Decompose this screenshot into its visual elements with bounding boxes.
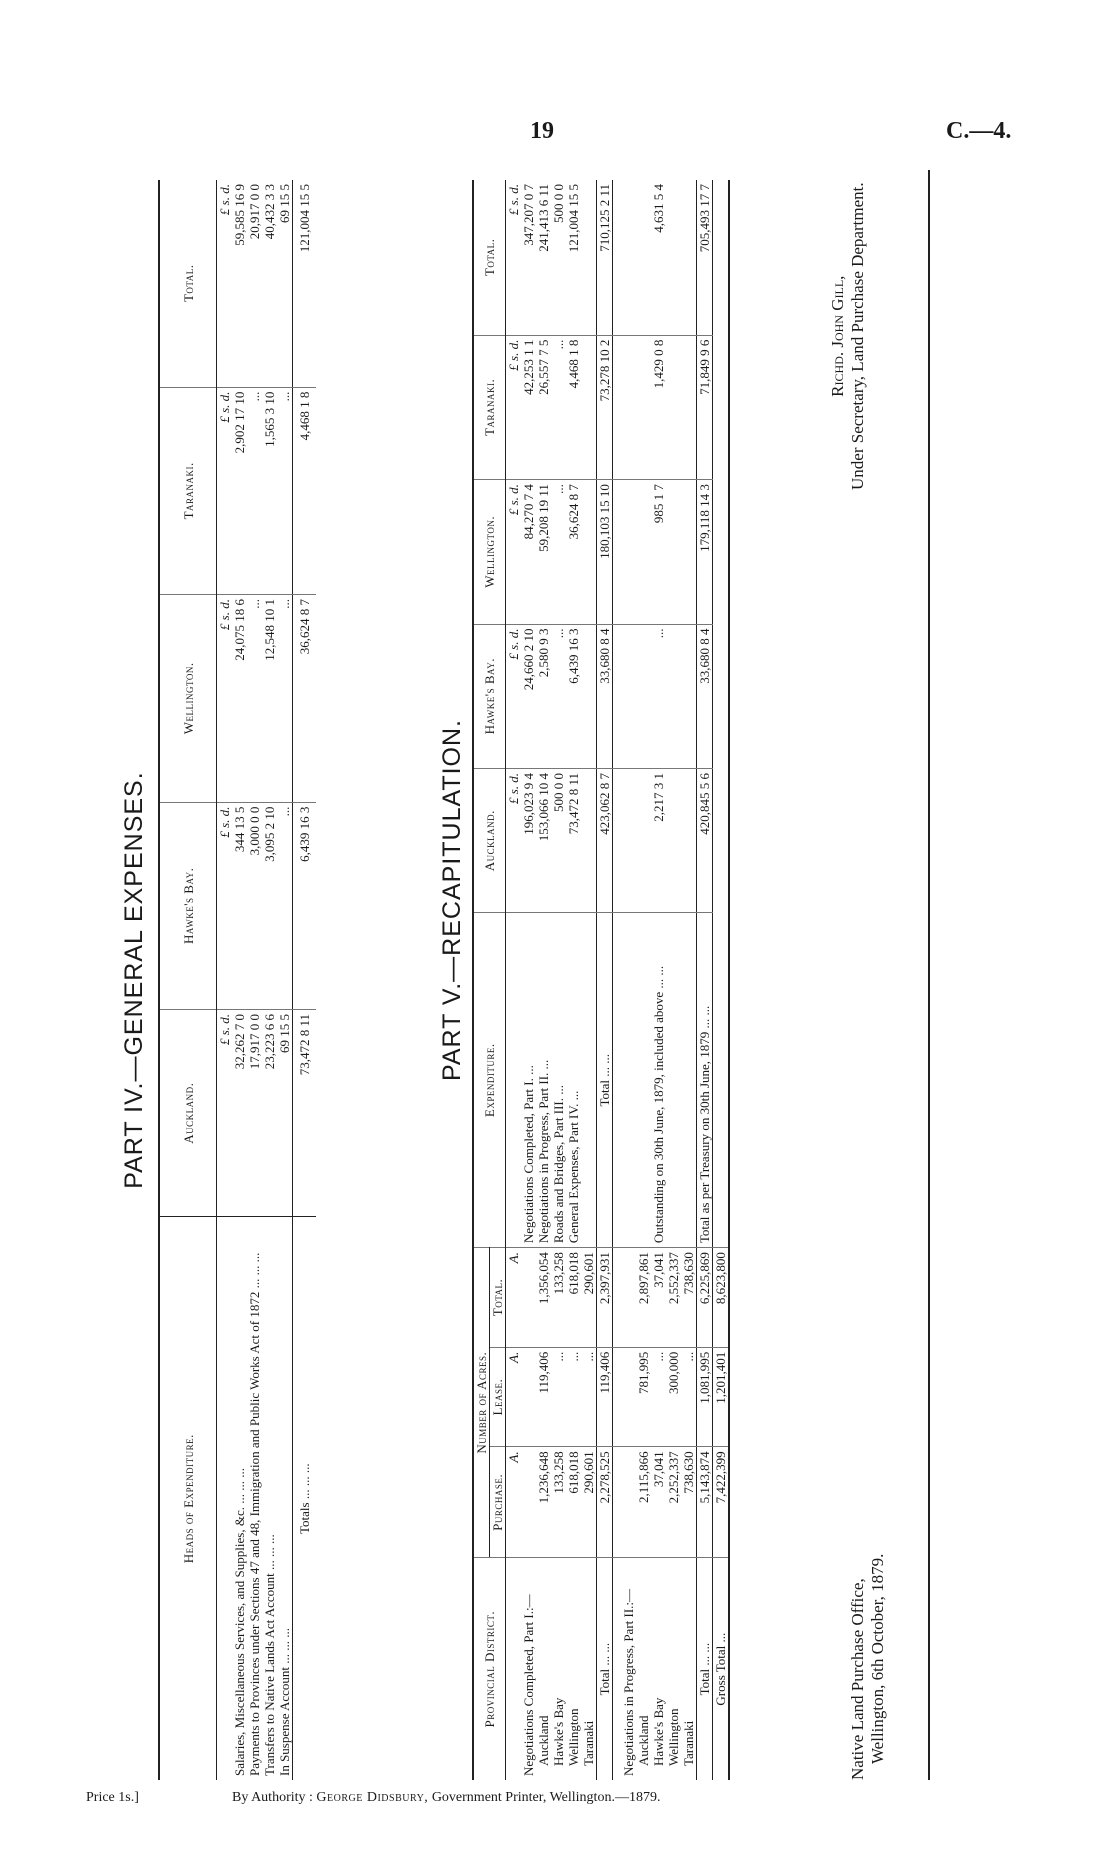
office-date-line: Wellington, 6th October, 1879. <box>868 1553 887 1764</box>
table-row <box>566 180 581 1780</box>
office-signature-block <box>848 1554 888 1780</box>
cell-value: 2,217 3 1 <box>651 768 666 912</box>
cell-value: 7,422,399 <box>713 1447 730 1558</box>
col-hawkes-bay-header: Hawke's Bay. <box>159 802 217 1009</box>
cell-value: 1,429 0 8 <box>651 335 666 479</box>
cell-value: 5,143,874 <box>697 1447 713 1558</box>
district-label: Wellington <box>666 1558 681 1780</box>
expenditure-label: General Expenses, Part IV. ... <box>566 913 581 1248</box>
cell-value: ... <box>277 802 293 1009</box>
part5-table <box>472 180 730 1780</box>
district-label: Hawke's Bay <box>551 1558 566 1780</box>
cell-value: ... <box>651 1347 666 1447</box>
cell-value: 618,018 <box>566 1447 581 1558</box>
cell-value: 738,630 <box>681 1248 697 1348</box>
cell-value: ... <box>277 595 293 803</box>
table-row <box>581 180 597 1780</box>
money-unit: £ s. d. <box>506 480 522 624</box>
cell-value: 69 15 5 <box>277 184 292 223</box>
expenditure-label: Roads and Bridges, Part III. ... <box>551 913 566 1248</box>
cell-value: 344 13 5 <box>232 802 247 1009</box>
cell-value: 71,849 9 6 <box>697 335 713 479</box>
cell-value: 119,406 <box>536 1347 551 1447</box>
cell-value: 24,660 2 10 <box>521 624 536 768</box>
expenditure-label: Negotiations in Progress, Part II. ... <box>536 913 551 1248</box>
bottom-rule <box>928 170 930 1780</box>
table-row <box>651 180 666 1780</box>
cell-value: 347,207 0 7 <box>521 184 536 246</box>
cell-value: 73,278 10 2 <box>597 335 613 479</box>
gross-total-label: Gross Total ... <box>713 1558 730 1780</box>
cell-value: 4,631 5 4 <box>651 184 666 233</box>
cell-value: 59,585 16 9 <box>232 184 247 246</box>
district-label: Auckland <box>636 1558 651 1780</box>
district-label: Hawke's Bay <box>651 1558 666 1780</box>
cell-value: 8,623,800 <box>713 1248 730 1348</box>
document-reference: C.—4. <box>946 118 1012 144</box>
cell-value: 2,897,861 <box>636 1248 651 1348</box>
cell-value: 2,397,931 <box>597 1248 613 1348</box>
row-label: Transfers to Native Lands Act Account ... ... ... <box>262 1217 277 1780</box>
cell-value: 290,601 <box>581 1248 597 1348</box>
total-label: Total ... ... <box>597 1558 613 1780</box>
cell-value: ... <box>681 1347 697 1447</box>
row-label: In Suspense Account ... ... ... <box>277 1217 293 1780</box>
cell-value: 1,081,995 <box>697 1347 713 1447</box>
authority-suffix: Government Printer, Wellington.—1879. <box>431 1790 661 1805</box>
cell-value: 3,095 2 10 <box>262 802 277 1009</box>
table-row <box>262 180 277 1780</box>
totals-row <box>293 180 317 1780</box>
cell-value: 3,000 0 0 <box>247 802 262 1009</box>
grand-total-header: Total. <box>473 180 506 335</box>
cell-value: 781,995 <box>636 1347 651 1447</box>
cell-value: 2,115,866 <box>636 1447 651 1558</box>
cell-value: 500 0 0 <box>551 184 566 223</box>
money-unit: £ s. d. <box>506 768 522 912</box>
table-row <box>697 180 713 1780</box>
authority-prefix: By Authority : <box>232 1790 313 1805</box>
table-row <box>277 180 293 1780</box>
table-row <box>521 180 536 1780</box>
total-value: 36,624 8 7 <box>293 595 317 803</box>
auckland-header: Auckland. <box>473 768 506 912</box>
cell-value: 121,004 15 5 <box>566 184 581 253</box>
table-row <box>536 180 551 1780</box>
cell-value: 119,406 <box>597 1347 613 1447</box>
row-label: Payments to Provinces under Sections 47 and 48, Immigration and Public Works Act of 1872 ... ... ... <box>247 1217 262 1780</box>
purchase-header: Purchase. <box>490 1447 506 1558</box>
cell-value: 1,356,054 <box>536 1248 551 1348</box>
heads-of-expenditure-header: Heads of Expenditure. <box>159 1217 217 1780</box>
money-unit: £ s. d. <box>506 624 522 768</box>
district-header: Provincial District. <box>473 1558 506 1780</box>
cell-value: 2,902 17 10 <box>232 387 247 594</box>
cell-value: 1,236,648 <box>536 1447 551 1558</box>
rotated-content <box>120 170 940 1790</box>
table-row <box>666 180 681 1780</box>
cell-value: 12,548 10 1 <box>262 595 277 803</box>
district-label: Taranaki <box>681 1558 697 1780</box>
gross-total-row <box>713 180 730 1780</box>
cell-value: ... <box>581 1347 597 1447</box>
cell-value: ... <box>651 624 666 768</box>
cell-value: 1,201,401 <box>713 1347 730 1447</box>
cell-value: 738,630 <box>681 1447 697 1558</box>
printer-line <box>232 1790 660 1806</box>
unit-label: £ s. d. <box>217 802 233 1009</box>
acre-unit: A. <box>506 1248 522 1348</box>
col-auckland-header: Auckland. <box>159 1009 217 1216</box>
acre-unit: A. <box>506 1347 522 1447</box>
group-label: Negotiations in Progress, Part II.:— <box>613 1558 637 1780</box>
table-row <box>232 180 247 1780</box>
table-row <box>551 180 566 1780</box>
group-label: Negotiations Completed, Part I.:— <box>521 1558 536 1780</box>
signatory-name: Richd. John Gill, <box>828 275 847 397</box>
cell-value: 133,258 <box>551 1248 566 1348</box>
table-row <box>613 180 637 1780</box>
cell-value: 1,565 3 10 <box>262 387 277 594</box>
col-total-header: Total. <box>159 180 217 387</box>
acre-unit: A. <box>506 1447 522 1558</box>
cell-value: 500 0 0 <box>551 768 566 912</box>
part5-title: PART V.—RECAPITULATION. <box>438 719 466 1081</box>
cell-value: 42,253 1 1 <box>521 335 536 479</box>
total-label: Total ... ... <box>697 1558 713 1780</box>
total-value: 6,439 16 3 <box>293 802 317 1009</box>
price-label: Price 1s.] <box>86 1790 139 1805</box>
cell-value: 4,468 1 8 <box>566 335 581 479</box>
cell-value: 23,223 6 6 <box>262 1009 277 1216</box>
district-label: Wellington <box>566 1558 581 1780</box>
cell-value: 300,000 <box>666 1347 681 1447</box>
table-row <box>247 180 262 1780</box>
cell-value: ... <box>247 387 262 594</box>
cell-value: ... <box>566 1347 581 1447</box>
cell-value: 153,066 10 4 <box>536 768 551 912</box>
wellington-header: Wellington. <box>473 480 506 624</box>
money-unit: £ s. d. <box>506 335 522 479</box>
cell-value: ... <box>551 335 566 479</box>
cell-value: 33,680 8 4 <box>697 624 713 768</box>
expenditure-label: Negotiations Completed, Part I. ... <box>521 913 536 1248</box>
expenditure-header: Expenditure. <box>473 913 506 1248</box>
col-wellington-header: Wellington. <box>159 595 217 803</box>
cell-value: 33,680 8 4 <box>597 624 613 768</box>
cell-value: 20,917 0 0 <box>247 184 262 240</box>
cell-value: 420,845 5 6 <box>697 768 713 912</box>
taranaki-header: Taranaki. <box>473 335 506 479</box>
cell-value: 84,270 7 4 <box>521 480 536 624</box>
totals-label: Totals ... ... ... <box>293 1217 317 1780</box>
cell-value: ... <box>551 1347 566 1447</box>
cell-value: 32,262 7 0 <box>232 1009 247 1216</box>
cell-value: 69 15 5 <box>277 1009 293 1216</box>
cell-value: 705,493 17 7 <box>697 184 712 253</box>
district-label: Auckland <box>536 1558 551 1780</box>
cell-value: 17,917 0 0 <box>247 1009 262 1216</box>
cell-value: 2,552,337 <box>666 1248 681 1348</box>
cell-value: 24,075 18 6 <box>232 595 247 803</box>
cell-value: 241,413 6 11 <box>536 184 551 252</box>
cell-value: 37,041 <box>651 1447 666 1558</box>
cell-value: 2,580 9 3 <box>536 624 551 768</box>
page-number: 19 <box>530 118 554 144</box>
part4-title: PART IV.—GENERAL EXPENSES. <box>120 771 148 1189</box>
cell-value: 133,258 <box>551 1447 566 1558</box>
hawkes-bay-header: Hawke's Bay. <box>473 624 506 768</box>
cell-value: 196,023 9 4 <box>521 768 536 912</box>
total-value: 121,004 15 5 <box>293 180 317 387</box>
unit-label: £ s. d. <box>217 184 232 216</box>
cell-value: 423,062 8 7 <box>597 768 613 912</box>
cell-value: 37,041 <box>651 1248 666 1348</box>
part4-table <box>158 180 316 1780</box>
cell-value: ... <box>551 480 566 624</box>
cell-value: 40,432 3 3 <box>262 184 277 240</box>
row-label: Salaries, Miscellaneous Services, and Supplies, &c. ... ... ... <box>232 1217 247 1780</box>
cell-value: 6,225,869 <box>697 1248 713 1348</box>
unit-label: £ s. d. <box>217 595 233 803</box>
office-line: Native Land Purchase Office, <box>848 1578 867 1780</box>
cell-value: ... <box>277 387 293 594</box>
cell-value: 618,018 <box>566 1248 581 1348</box>
total-acres-header: Total. <box>490 1248 506 1348</box>
cell-value: 985 1 7 <box>651 480 666 624</box>
cell-value: 36,624 8 7 <box>566 480 581 624</box>
money-unit: £ s. d. <box>506 184 521 216</box>
total-value: 73,472 8 11 <box>293 1009 317 1216</box>
lease-header: Lease. <box>490 1347 506 1447</box>
outstanding-label: Outstanding on 30th June, 1879, included above ... ... <box>651 913 666 1248</box>
unit-label: £ s. d. <box>217 1009 233 1216</box>
cell-value: 6,439 16 3 <box>566 624 581 768</box>
unit-label: £ s. d. <box>217 387 233 594</box>
total-label: Total ... ... <box>597 913 613 1248</box>
cell-value: 26,557 7 5 <box>536 335 551 479</box>
cell-value: 180,103 15 10 <box>597 480 613 624</box>
district-label: Taranaki <box>581 1558 597 1780</box>
cell-value: ... <box>247 595 262 803</box>
col-taranaki-header: Taranaki. <box>159 387 217 594</box>
signatory-block <box>828 182 868 490</box>
printer-name: George Didsbury, <box>316 1790 429 1805</box>
acres-header: Number of Acres. <box>473 1248 490 1558</box>
cell-value: 2,252,337 <box>666 1447 681 1558</box>
cell-value: ... <box>551 624 566 768</box>
cell-value: 59,208 19 11 <box>536 480 551 624</box>
cell-value: 710,125 2 11 <box>597 184 612 252</box>
total-value: 4,468 1 8 <box>293 387 317 594</box>
table-row <box>636 180 651 1780</box>
cell-value: 290,601 <box>581 1447 597 1558</box>
table-row <box>597 180 613 1780</box>
signatory-role: Under Secretary, Land Purchase Department. <box>848 182 867 490</box>
cell-value: 73,472 8 11 <box>566 768 581 912</box>
cell-value: 2,278,525 <box>597 1447 613 1558</box>
treasury-label: Total as per Treasury on 30th June, 1879 ... ... <box>697 913 713 1248</box>
table-row <box>681 180 697 1780</box>
cell-value: 179,118 14 3 <box>697 480 713 624</box>
